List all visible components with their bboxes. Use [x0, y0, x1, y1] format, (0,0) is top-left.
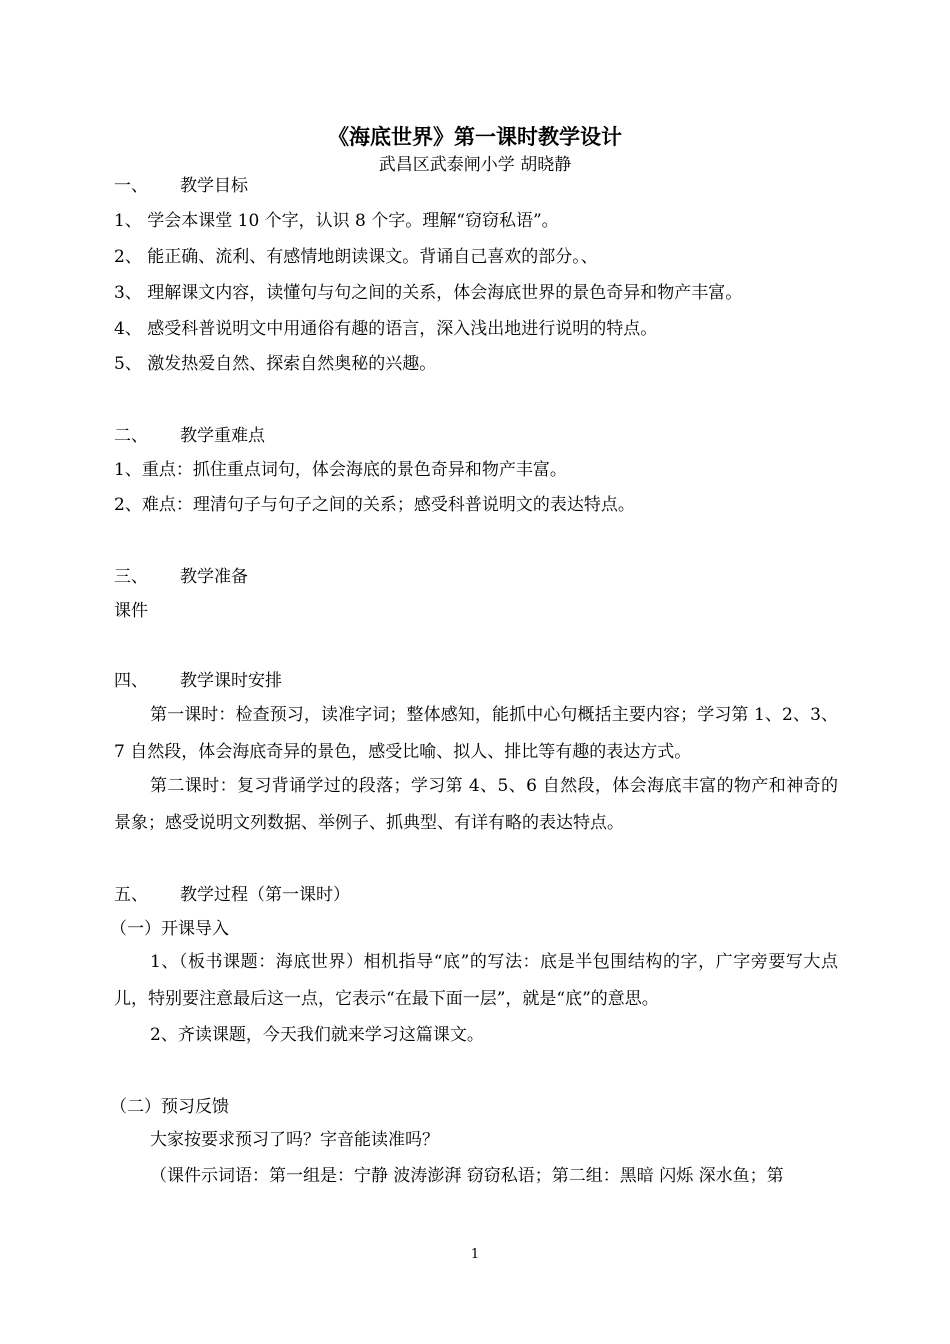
goal-item: 4、 感受科普说明文中用通俗有趣的语言，深入浅出地进行说明的特点。 — [114, 319, 658, 339]
section-heading-process — [114, 884, 350, 906]
section-number: 四、 — [114, 671, 148, 691]
goal-item: 1、 学会本课堂 10 个字，认识 8 个字。理解“窃窃私语”。 — [114, 211, 559, 231]
keypoint-item: 1、重点：抓住重点词句，体会海底的景色奇异和物产丰富。 — [114, 460, 567, 480]
schedule-paragraph: 第二课时：复习背诵学过的段落；学习第 4、5、6 自然段，体会海底丰富的物产和神奇的景象；感受说明文列数据、举例子、抓典型、有详有略的表达特点。 — [114, 776, 838, 833]
section-label: 教学准备 — [180, 567, 248, 587]
page-number: 1 — [470, 1247, 480, 1262]
process-paragraph: （课件示词语：第一组是：宁静 波涛澎湃 窃窃私语；第二组：黑暗 闪烁 深水鱼；第 — [150, 1166, 784, 1186]
process-paragraph: 大家按要求预习了吗？字音能读准吗？ — [150, 1130, 439, 1150]
author-line: 武昌区武泰闸小学 胡晓静 — [378, 155, 572, 175]
goal-item: 2、 能正确、流利、有感情地朗读课文。背诵自己喜欢的部分。、 — [114, 247, 598, 267]
subsection-heading: （二）预习反馈 — [110, 1097, 229, 1117]
section-number: 一、 — [114, 176, 148, 196]
keypoint-item: 2、难点：理清句子与句子之间的关系；感受科普说明文的表达特点。 — [114, 495, 635, 515]
section-heading-schedule — [114, 670, 282, 692]
schedule-paragraph: 第一课时：检查预习，读准字词；整体感知，能抓中心句概括主要内容；学习第 1、2、3、7 自然段，体会海底奇异的景色，感受比喻、拟人、排比等有趣的表达方式。 — [114, 705, 838, 762]
section-heading-keypoints — [114, 425, 265, 447]
prep-text: 课件 — [114, 601, 148, 621]
section-heading-goals — [114, 175, 248, 197]
subsection-heading: （一）开课导入 — [110, 919, 229, 939]
document-title: 《海底世界》第一课时教学设计 — [328, 124, 622, 149]
goal-item: 3、 理解课文内容，读懂句与句之间的关系，体会海底世界的景色奇异和物产丰富。 — [114, 283, 743, 303]
goal-item: 5、 激发热爱自然、探索自然奥秘的兴趣。 — [114, 354, 437, 374]
section-label: 教学课时安排 — [180, 671, 282, 691]
section-number: 五、 — [114, 885, 148, 905]
section-label: 教学目标 — [180, 176, 248, 196]
section-number: 三、 — [114, 567, 148, 587]
section-heading-prep — [114, 566, 248, 588]
section-number: 二、 — [114, 426, 148, 446]
process-paragraph: 2、齐读课题，今天我们就来学习这篇课文。 — [150, 1025, 484, 1045]
section-label: 教学过程（第一课时） — [180, 885, 350, 905]
process-paragraph: 1、（板书课题：海底世界）相机指导“底”的写法：底是半包围结构的字，广字旁要写大点儿，特别要注意最后这一点，它表示“在最下面一层”，就是“底”的意思。 — [114, 952, 838, 1009]
section-label: 教学重难点 — [180, 426, 265, 446]
